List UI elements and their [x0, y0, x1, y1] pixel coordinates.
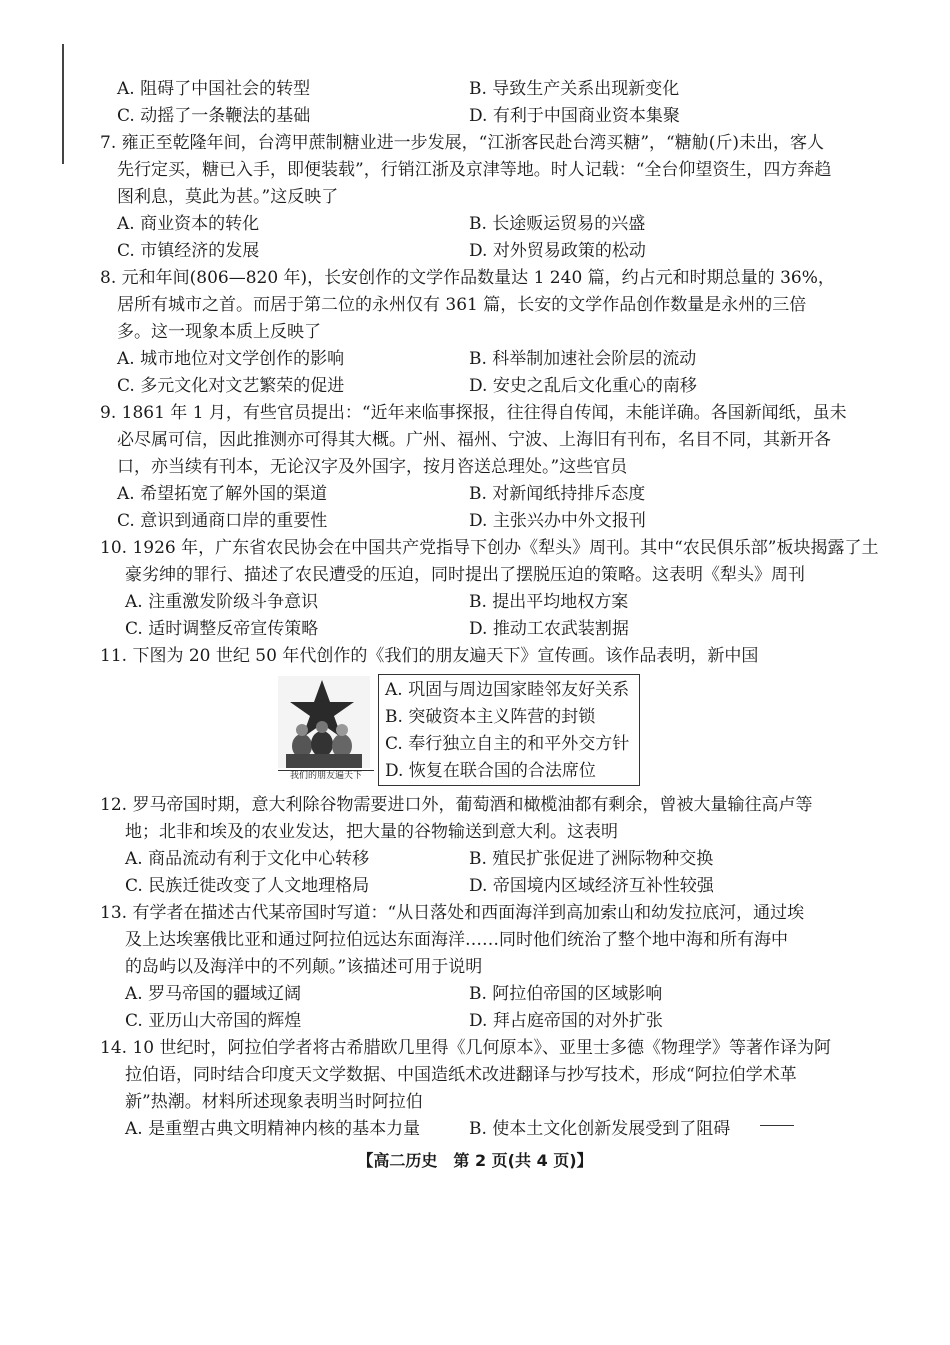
- q13-stem-line: 13. 有学者在描述古代某帝国时写道：“从日落处和西面海洋到高加索山和幼发拉底河，通过埃: [100, 903, 805, 923]
- question-11: [100, 643, 920, 786]
- q9-stem-line: 9. 1861 年 1 月，有些官员提出：“近年来临事探报，往往得自传闻，未能详确。各国新闻纸，虽未: [100, 403, 847, 423]
- q9-stem-line: 必尽属可信，因此推测亦可得其大概。广州、福州、宁波、上海旧有刊布，名目不同，其新开各: [117, 430, 831, 450]
- question-13-options: [100, 981, 920, 1035]
- q10-option-b: B. 提出平均地权方案: [469, 592, 629, 612]
- question-10: [100, 535, 920, 643]
- q14-stem-line: 14. 10 世纪时，阿拉伯学者将古希腊欧几里得《几何原本》、亚里士多德《物理学》等著作译为阿: [100, 1038, 831, 1058]
- q11-option-a: A. 巩固与周边国家睦邻友好关系: [385, 680, 630, 700]
- q13-option-a: A. 罗马帝国的疆域辽阔: [125, 984, 302, 1004]
- question-6: [100, 76, 920, 130]
- q7-option-c: C. 市镇经济的发展: [117, 241, 260, 261]
- question-10-options: [100, 589, 920, 643]
- q10-stem-line: 10. 1926 年，广东省农民协会在中国共产党指导下创办《犁头》周刊。其中“农民俱乐部”板块揭露了土: [100, 538, 879, 558]
- q8-option-c: C. 多元文化对文艺繁荣的促进: [117, 376, 345, 396]
- question-7: [100, 130, 920, 265]
- q8-stem-line: 多。这一现象本质上反映了: [117, 322, 321, 342]
- question-14: [100, 1035, 920, 1143]
- poster-caption: 我们的朋友遍天下: [278, 770, 374, 782]
- page-footer: 【高二历史 第 2 页(共 4 页)】: [357, 1151, 593, 1170]
- handwritten-dash-mark: [760, 1125, 794, 1126]
- question-14-options: [100, 1116, 920, 1143]
- q13-stem-line: 及上达埃塞俄比亚和通过阿拉伯远达东面海洋……同时他们统治了整个地中海和所有海中: [125, 930, 788, 950]
- question-12-options: [100, 846, 920, 900]
- q12-option-c: C. 民族迁徙改变了人文地理格局: [125, 876, 370, 896]
- q6-option-c: C. 动摇了一条鞭法的基础: [117, 106, 311, 126]
- q11-option-d: D. 恢复在联合国的合法席位: [385, 761, 596, 781]
- q7-stem-line: 图利息，莫此为甚。”这反映了: [117, 187, 339, 207]
- questions-content: [100, 76, 920, 1143]
- question-8: [100, 265, 920, 400]
- q11-option-c: C. 奉行独立自主的和平外交方针: [385, 734, 630, 754]
- q10-option-a: A. 注重激发阶级斗争意识: [125, 592, 319, 612]
- propaganda-poster-image: [272, 674, 372, 782]
- q8-option-b: B. 科举制加速社会阶层的流动: [469, 349, 697, 369]
- q10-option-d: D. 推动工农武装割据: [469, 619, 629, 639]
- q14-stem-line: 新”热潮。材料所述现象表明当时阿拉伯: [125, 1092, 423, 1112]
- q9-stem-line: 口，亦当续有刊本，无论汉字及外国字，按月咨送总理处。”这些官员: [117, 457, 628, 477]
- q9-option-d: D. 主张兴办中外文报刊: [469, 511, 646, 531]
- q8-option-d: D. 安史之乱后文化重心的南移: [469, 376, 697, 396]
- q7-stem-line: 先行定买，糖已入手，即便装载”，行销江浙及京津等地。时人记载：“全台仰望资生，四方奔趋: [117, 160, 832, 180]
- question-13: [100, 900, 920, 1035]
- q14-option-a: A. 是重塑古典文明精神内核的基本力量: [125, 1119, 421, 1139]
- q11-figure-row: [272, 674, 920, 786]
- q6-option-d: D. 有利于中国商业资本集聚: [469, 106, 680, 126]
- q7-option-d: D. 对外贸易政策的松动: [469, 241, 646, 261]
- q7-option-a: A. 商业资本的转化: [117, 214, 260, 234]
- q13-option-d: D. 拜占庭帝国的对外扩张: [469, 1011, 663, 1031]
- q14-option-b: B. 使本土文化创新发展受到了阻碍: [469, 1119, 731, 1139]
- q12-stem-line: 地；北非和埃及的农业发达，把大量的谷物输送到意大利。这表明: [125, 822, 618, 842]
- q6-option-b: B. 导致生产关系出现新变化: [469, 79, 680, 99]
- q12-stem-line: 12. 罗马帝国时期，意大利除谷物需要进口外，葡萄酒和橄榄油都有剩余，曾被大量输往高卢等: [100, 795, 813, 815]
- q11-stem-line: 11. 下图为 20 世纪 50 年代创作的《我们的朋友遍天下》宣传画。该作品表明，新中国: [100, 646, 759, 666]
- q13-option-b: B. 阿拉伯帝国的区域影响: [469, 984, 663, 1004]
- question-6-options: [100, 76, 920, 130]
- q9-option-c: C. 意识到通商口岸的重要性: [117, 511, 328, 531]
- q12-option-b: B. 殖民扩张促进了洲际物种交换: [469, 849, 714, 869]
- question-8-options: [100, 346, 920, 400]
- binding-margin-line: [62, 44, 64, 164]
- q6-option-a: A. 阻碍了中国社会的转型: [117, 79, 311, 99]
- question-9-options: [100, 481, 920, 535]
- q13-stem-line: 的岛屿以及海洋中的不列颠。”该描述可用于说明: [125, 957, 483, 977]
- question-9: [100, 400, 920, 535]
- question-11-options-box: [378, 674, 640, 786]
- q10-option-c: C. 适时调整反帝宣传策略: [125, 619, 319, 639]
- q12-option-d: D. 帝国境内区域经济互补性较强: [469, 876, 714, 896]
- q8-option-a: A. 城市地位对文学创作的影响: [117, 349, 345, 369]
- q7-stem-line: 7. 雍正至乾隆年间，台湾甲蔗制糖业进一步发展，“江浙客民赴台湾买糖”，“糖觔(斤)未出，客人: [100, 133, 824, 153]
- q14-stem-line: 拉伯语，同时结合印度天文学数据、中国造纸术改进翻译与抄写技术，形成“阿拉伯学术革: [125, 1065, 797, 1085]
- question-7-options: [100, 211, 920, 265]
- q9-option-b: B. 对新闻纸持排斥态度: [469, 484, 646, 504]
- q8-stem-line: 居所有城市之首。而居于第二位的永州仅有 361 篇，长安的文学作品创作数量是永州的三倍: [117, 295, 807, 315]
- q11-option-b: B. 突破资本主义阵营的封锁: [385, 707, 596, 727]
- poster-illustration-icon: [272, 674, 372, 770]
- q12-option-a: A. 商品流动有利于文化中心转移: [125, 849, 370, 869]
- q10-stem-line: 豪劣绅的罪行、描述了农民遭受的压迫，同时提出了摆脱压迫的策略。这表明《犁头》周刊: [125, 565, 805, 585]
- question-12: [100, 792, 920, 900]
- q7-option-b: B. 长途贩运贸易的兴盛: [469, 214, 646, 234]
- q13-option-c: C. 亚历山大帝国的辉煌: [125, 1011, 302, 1031]
- q8-stem-line: 8. 元和年间(806—820 年)，长安创作的文学作品数量达 1 240 篇，约占元和时期总量的 36%，: [100, 268, 835, 288]
- q9-option-a: A. 希望拓宽了解外国的渠道: [117, 484, 328, 504]
